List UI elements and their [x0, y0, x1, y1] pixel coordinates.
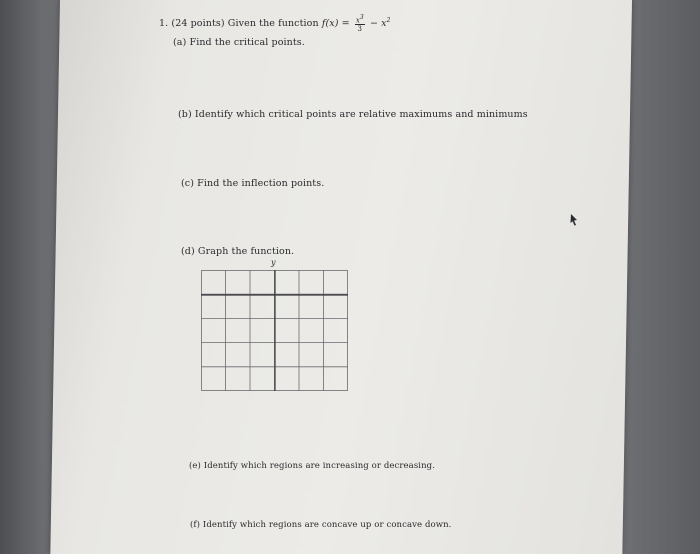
part-c: (c) Find the inflection points.: [181, 178, 325, 189]
problem-intro: Given the function: [227, 18, 319, 30]
part-e: (e) Identify which regions are increasing or decreasing.: [189, 461, 436, 471]
problem-number: 1.: [159, 18, 169, 30]
function-lhs: f(x) =: [321, 18, 350, 30]
part-a: (a) Find the critical points.: [173, 37, 305, 48]
fraction-denominator: 3: [357, 25, 363, 34]
graph-grid: [201, 270, 348, 391]
arrow-cursor-icon: [569, 213, 579, 227]
background-shadow: [625, 0, 700, 554]
function-rest: − $x^2$: [369, 17, 391, 30]
fraction-numerator: $x^3$: [355, 14, 364, 25]
graph-y-label: y: [271, 258, 276, 267]
function-fraction: [355, 14, 365, 33]
problem-header: [159, 14, 391, 33]
part-f: (f) Identify which regions are concave up or concave down.: [190, 520, 452, 530]
part-b: (b) Identify which critical points are relative maximums and minimums: [178, 109, 528, 120]
problem-points: (24 points): [171, 18, 225, 30]
part-d: (d) Graph the function.: [181, 246, 295, 257]
